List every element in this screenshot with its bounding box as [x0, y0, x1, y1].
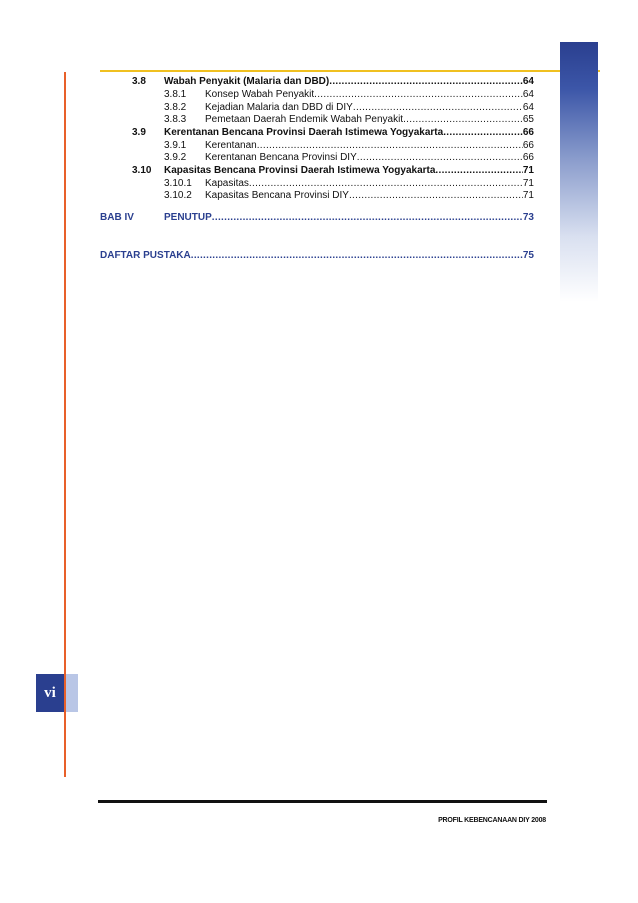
page-ref: 66: [522, 127, 534, 138]
section-title: Kapasitas Bencana Provinsi Daerah Istimewa Yogyakarta: [164, 165, 436, 176]
page-ref: 66: [522, 152, 534, 163]
toc-section-3-8-3[interactable]: [164, 113, 534, 126]
toc-section-3-10-2[interactable]: [164, 189, 534, 202]
chapter-number: BAB IV: [100, 212, 134, 223]
toc-bab-iv[interactable]: [100, 211, 534, 224]
section-number: 3.8: [132, 76, 146, 87]
top-divider: [100, 70, 600, 72]
section-title: Kerentanan Bencana Provinsi DIY: [205, 152, 357, 163]
toc-daftar-pustaka[interactable]: [100, 249, 534, 262]
page-ref: 64: [522, 102, 534, 113]
page-ref: 65: [522, 114, 534, 125]
page-ref: 64: [522, 89, 534, 100]
toc-section-3-10[interactable]: [132, 164, 534, 177]
section-number: 3.9: [132, 127, 146, 138]
page-ref: 71: [522, 190, 534, 201]
page-ref: 71: [522, 178, 534, 189]
section-title: Konsep Wabah Penyakit: [205, 89, 315, 100]
section-title: Kapasitas: [205, 178, 249, 189]
section-number: 3.8.1: [164, 89, 187, 100]
chapter-title: PENUTUP: [164, 212, 212, 223]
page-tab-accent: [66, 674, 78, 712]
left-margin-rule: [64, 72, 66, 777]
section-title: Kejadian Malaria dan DBD di DIY: [205, 102, 353, 113]
page-ref: 75: [522, 250, 534, 261]
toc-section-3-8[interactable]: [132, 75, 534, 88]
toc-section-3-9-2[interactable]: [164, 151, 534, 164]
section-title: Pemetaan Daerah Endemik Wabah Penyakit: [205, 114, 404, 125]
page-ref: 64: [522, 76, 534, 87]
section-number: 3.10.1: [164, 178, 192, 189]
section-title: Kerentanan Bencana Provinsi Daerah Istimewa Yogyakarta: [164, 127, 444, 138]
section-title: Kapasitas Bencana Provinsi DIY: [205, 190, 349, 201]
section-number: 3.10: [132, 165, 152, 176]
section-number: 3.9.1: [164, 140, 187, 151]
page-ref: 73: [522, 212, 534, 223]
footer-rule: [98, 800, 547, 803]
toc-section-3-8-1[interactable]: [164, 88, 534, 101]
section-title: Wabah Penyakit (Malaria dan DBD): [164, 76, 330, 87]
page-ref: 71: [522, 165, 534, 176]
chapter-title: DAFTAR PUSTAKA: [100, 250, 191, 261]
footer-title: PROFIL KEBENCANAAN DIY 2008: [438, 817, 546, 824]
toc-section-3-9[interactable]: [132, 126, 534, 139]
section-number: 3.8.3: [164, 114, 187, 125]
section-number: 3.8.2: [164, 102, 187, 113]
section-number: 3.10.2: [164, 190, 192, 201]
section-title: Kerentanan: [205, 140, 257, 151]
section-number: 3.9.2: [164, 152, 187, 163]
header-gradient-band: [560, 42, 598, 302]
page-ref: 66: [522, 140, 534, 151]
page-number: vi: [44, 685, 56, 701]
